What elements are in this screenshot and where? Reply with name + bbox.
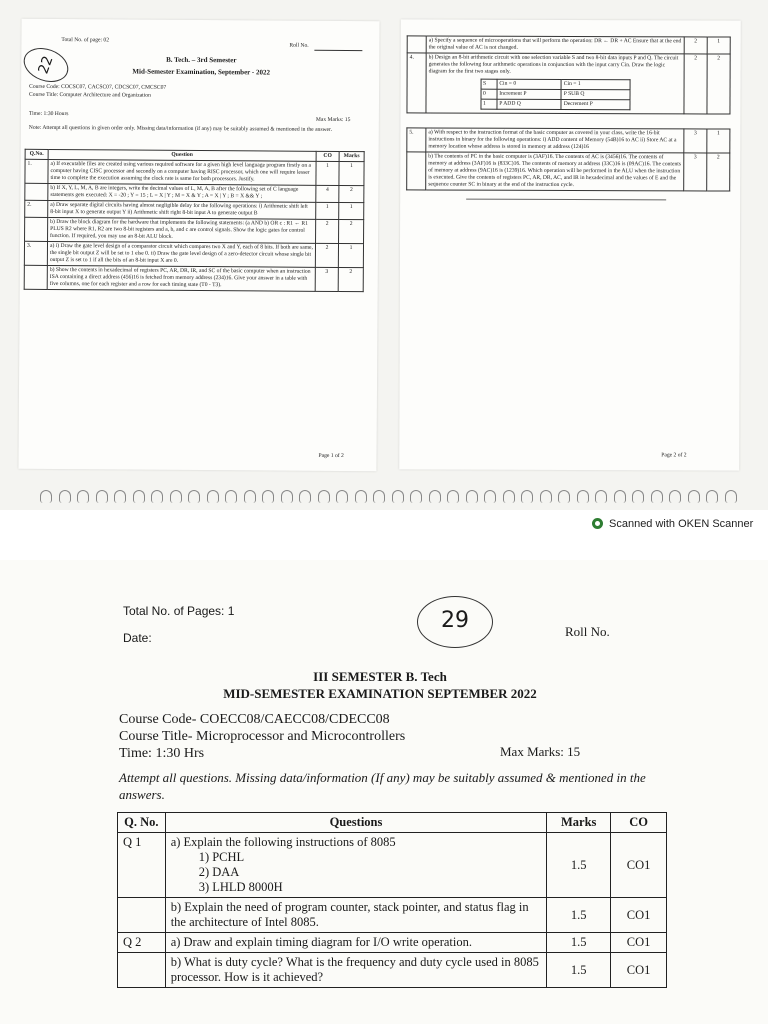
co: 2: [315, 243, 338, 267]
marks: 1: [339, 161, 364, 185]
question-text: b) Design an 8-bit arithmetic circuit with one selection variable S and two 8-bit data inputs P and Q. The circuit generates the following four arithmetic operations in conjunction with the input carry Cin. Draw the logic diagram for the first two stages only.: [428, 54, 679, 75]
spiral-ring: [725, 490, 737, 503]
instructions-text: Attempt all questions. Missing data/information (If any) may be suitably assumed & mentioned in the answers.: [119, 770, 646, 802]
table-row: [407, 53, 730, 114]
spiral-ring: [318, 490, 330, 503]
spiral-ring: [336, 490, 348, 503]
marks: 1.5: [547, 898, 611, 933]
table-row: [118, 898, 667, 933]
scanner-logo-icon: [592, 518, 603, 529]
co: 2: [684, 37, 707, 54]
question-text: b) Explain the need of program counter, stack pointer, and status flag in the architecture of Intel 8085.: [165, 898, 547, 933]
qno: 1.: [25, 159, 48, 183]
spiral-ring: [40, 490, 52, 503]
course-title: Course Title- Microprocessor and Microcontrollers: [119, 729, 406, 744]
qno: [407, 36, 426, 53]
marks: 2: [707, 153, 730, 191]
co: 2: [684, 54, 707, 114]
page-number: Page 2 of 2: [661, 452, 687, 459]
header-questions: Questions: [165, 813, 547, 833]
spiral-ring: [373, 490, 385, 503]
spiral-ring: [595, 490, 607, 503]
spiral-ring: [410, 490, 422, 503]
question-text: b) If X, Y, L, M, A, B are integers, write the decimal values of L, M, A, B after the following set of C language statements gets executed: X = -20 ; Y = 15 ; L = X | Y ; M = X & Y ; A = X | Y ; B = X && Y ;: [48, 183, 316, 202]
question-text: a) Draw separate digital circuits having almost negligible delay for the following operations: i) Arithmetic shift left 8-bit input X to generate output Y ii) Arithmetic shift right 8-bit input A to generate output B: [48, 200, 316, 219]
co: 3: [684, 153, 707, 191]
spiral-ring: [577, 490, 589, 503]
header-co: CO: [316, 151, 339, 161]
qno: Q 2: [118, 933, 166, 953]
question-text: b) The contents of PC in the basic computer is (3AF)16. The contents of AC is (3456)16. The contents of memory at address (3AF)16 is (833C)16. The contents of memory at address (33C)16 is (09AC)16. The contents of memory at address (9AC)16 is (1239)16. Which operation will be performed in the ALU when the instruction is executed. Give the contents of registers PC, AR, DR, AC, and IR in hexadecimal and the values of E and the sequence counter SC in binary at the end of the instruction cycle.: [426, 152, 684, 191]
spiral-ring: [429, 490, 441, 503]
sub-cell: P SUB Q: [561, 89, 629, 99]
co: 4: [316, 185, 339, 202]
marks: 2: [338, 267, 363, 291]
co: 2: [316, 219, 339, 243]
spiral-ring: [170, 490, 182, 503]
total-pages: Total No. of Pages: 1: [123, 604, 235, 618]
question-cell: [165, 833, 547, 898]
instruction-list: [171, 850, 542, 895]
scanner-watermark: [592, 518, 753, 530]
header-qno: Q. No.: [118, 813, 166, 833]
list-item: 3) LHLD 8000H: [198, 880, 283, 894]
exam-title: Mid-Semester Examination, September - 2022: [132, 67, 271, 77]
spiral-ring: [133, 490, 145, 503]
table-row: [407, 152, 730, 191]
marks: 1.5: [547, 953, 611, 988]
roll-no-label: Roll No.: [565, 624, 610, 639]
scanned-page-left: [18, 19, 379, 471]
marks: 2: [707, 54, 730, 114]
spiral-ring: [706, 490, 718, 503]
spiral-ring: [540, 490, 552, 503]
qno: [407, 152, 426, 190]
header-marks: Marks: [339, 151, 364, 161]
qno: Q 1: [118, 833, 166, 898]
spiral-ring: [447, 490, 459, 503]
sub-cell: Increment P: [497, 89, 562, 99]
list-item: 1) PCHL: [198, 850, 245, 864]
sub-cell: 0: [481, 89, 497, 99]
program-title: B. Tech. – 3rd Semester: [166, 55, 237, 65]
header-co: CO: [611, 813, 667, 833]
sub-header: Cin = 0: [497, 79, 562, 89]
table-row: [25, 159, 364, 185]
sub-cell: P ADD Q: [497, 99, 562, 109]
question-text: a) With respect to the instruction format of the basic computer as covered in your class, write the 16-bit instructions in binary for the following operations: i) ADD content of Memory (54B)16 to AC ii) Store AC at a memory location whose address is stored in memory at address (124)16: [426, 128, 684, 153]
course-title: Course Title: Computer Architecture and Organization: [29, 91, 151, 99]
time-label: Time: 1:30 Hours: [28, 110, 69, 118]
header-marks: Marks: [547, 813, 611, 833]
handwritten-number: 29: [417, 596, 493, 648]
spiral-ring: [225, 490, 237, 503]
sub-cell: 1: [480, 99, 496, 109]
spiral-ring: [503, 490, 515, 503]
spiral-ring: [651, 490, 663, 503]
scanned-sheet-area: [0, 0, 768, 510]
spiral-ring: [558, 490, 570, 503]
spiral-ring: [151, 490, 163, 503]
spiral-ring: [688, 490, 700, 503]
question-text: a) Explain the following instructions of 8085: [170, 835, 396, 849]
question-table-right: [406, 35, 731, 200]
handwritten-number-top: 22: [19, 42, 73, 88]
spiral-ring: [614, 490, 626, 503]
co: 1: [316, 202, 339, 219]
qno: [25, 183, 48, 200]
divider: [466, 199, 666, 201]
scanned-page-right: [399, 19, 741, 470]
spiral-ring: [59, 490, 71, 503]
spiral-ring: [281, 490, 293, 503]
spiral-ring: [466, 490, 478, 503]
sub-header: Cin = 1: [561, 79, 629, 89]
marks: 1: [707, 37, 730, 54]
operation-table: [480, 79, 630, 111]
spiral-ring: [244, 490, 256, 503]
max-marks: Max Marks: 15: [315, 116, 351, 124]
spiral-ring: [299, 490, 311, 503]
marks: 1: [339, 202, 364, 219]
spiral-ring: [96, 490, 108, 503]
spiral-ring: [521, 490, 533, 503]
total-pages: Total No. of page: 02: [61, 37, 110, 44]
question-text: b) Show the contents in hexadecimal of registers PC, AR, DR, IR, and SC of the basic computer when an instruction ISA containing a direct address (456)16 is fetched from memory address (234)16. Give your answer in a table with five columns, one for each register and a row for each timing state (T0 - T3).: [47, 265, 315, 291]
course-code: Course Code- COECC08/CAECC08/CDECC08: [119, 712, 390, 727]
spiral-ring: [392, 490, 404, 503]
co: 1: [316, 161, 339, 185]
note-text: Note: Attempt all questions in given order only. Missing data/information (if any) may be suitably assumed & mentioned in the answer.: [28, 124, 333, 133]
max-marks: Max Marks: 15: [500, 744, 581, 759]
co: CO1: [611, 898, 667, 933]
date-label: Date:: [123, 631, 152, 645]
spiral-ring: [484, 490, 496, 503]
spiral-ring: [114, 490, 126, 503]
qno: [118, 898, 166, 933]
exam-title: MID-SEMESTER EXAMINATION SEPTEMBER 2022: [223, 686, 537, 701]
qno: [24, 265, 47, 289]
co: 3: [315, 267, 338, 291]
qno: 5.: [407, 128, 426, 152]
marks: 2: [339, 185, 364, 202]
qno: 3.: [24, 241, 47, 265]
list-item: 2) DAA: [198, 865, 240, 879]
table-row: [25, 217, 364, 243]
co: 3: [684, 129, 707, 153]
header-qno: Q.No.: [25, 149, 48, 159]
spiral-ring: [262, 490, 274, 503]
question-text: a) Specify a sequence of microoperations that will perform the operation: DR ← DR + AC Ensure that at the end the original value of AC is not changed.: [426, 36, 684, 54]
table-row: [407, 128, 730, 153]
table-row: [118, 953, 667, 988]
header-question: Question: [48, 149, 316, 161]
course-code: Course Code: COCSC07, CACSC07, CDCSC07, CMCSC07: [29, 83, 167, 91]
spiral-ring: [669, 490, 681, 503]
table-row: [118, 933, 667, 953]
qno: 4.: [407, 53, 426, 113]
marks: 1.5: [547, 833, 611, 898]
questions-table: [117, 812, 667, 988]
sub-cell: Decrement P: [561, 99, 629, 109]
spiral-ring: [355, 490, 367, 503]
question-text: b) Draw the block diagram for the hardware that implements the following statements: (a AND b) OR c : R1 ← R1 PLUS R2 where R1, R2 are two 8-bit registers and a, b, and c are control signals. Show the logic gates for control function. If required, you may use an 8-bit ALU block.: [48, 217, 316, 243]
spiral-ring: [632, 490, 644, 503]
marks: 2: [339, 219, 364, 243]
spiral-ring: [188, 490, 200, 503]
co: CO1: [611, 953, 667, 988]
qno: 2.: [25, 200, 48, 217]
spiral-ring: [77, 490, 89, 503]
scanner-text: Scanned with OKEN Scanner: [609, 518, 754, 530]
co: CO1: [611, 933, 667, 953]
table-row: [118, 833, 667, 898]
marks: 1.5: [547, 933, 611, 953]
question-text: a) Draw and explain timing diagram for I/O write operation.: [165, 933, 547, 953]
question-text: a) If executable files are created using various required software for a given high level language program firstly on a computer having CISC processor and secondly on a computer having RISC processor, which one will require lesser time to complete the execution assuming the clock rate is same for both processors. Justify.: [48, 159, 316, 185]
roll-no-label: Roll No.: [289, 42, 309, 49]
time-label: Time: 1:30 Hrs: [119, 746, 205, 761]
table-row: [24, 241, 363, 267]
roll-no-line: [314, 50, 362, 51]
marks: 1: [707, 129, 730, 153]
table-row: [407, 36, 730, 54]
qno: [118, 953, 166, 988]
marks: 1: [338, 243, 363, 267]
question-cell: [426, 53, 684, 114]
page-number: Page 1 of 2: [318, 452, 344, 460]
spiral-ring: [207, 490, 219, 503]
co: CO1: [611, 833, 667, 898]
question-text: a) i) Draw the gate level design of a comparator circuit which compares two X and Y, each of 8 bits. If both are same, the single bit output Z will be set to 1 else 0. ii) Draw the gate level design of a zero-detector circuit whose single bit output Z is set to 1 if all the bits of an 8-bit input X are 0.: [47, 241, 315, 267]
question-text: b) What is duty cycle? What is the frequency and duty cycle used in 8085 processor. How is it achieved?: [165, 953, 547, 988]
qno: [25, 217, 48, 241]
sub-header: S: [481, 79, 497, 89]
semester-title: III SEMESTER B. Tech: [313, 669, 447, 684]
question-table-left: [24, 149, 365, 292]
table-row: [24, 265, 363, 291]
